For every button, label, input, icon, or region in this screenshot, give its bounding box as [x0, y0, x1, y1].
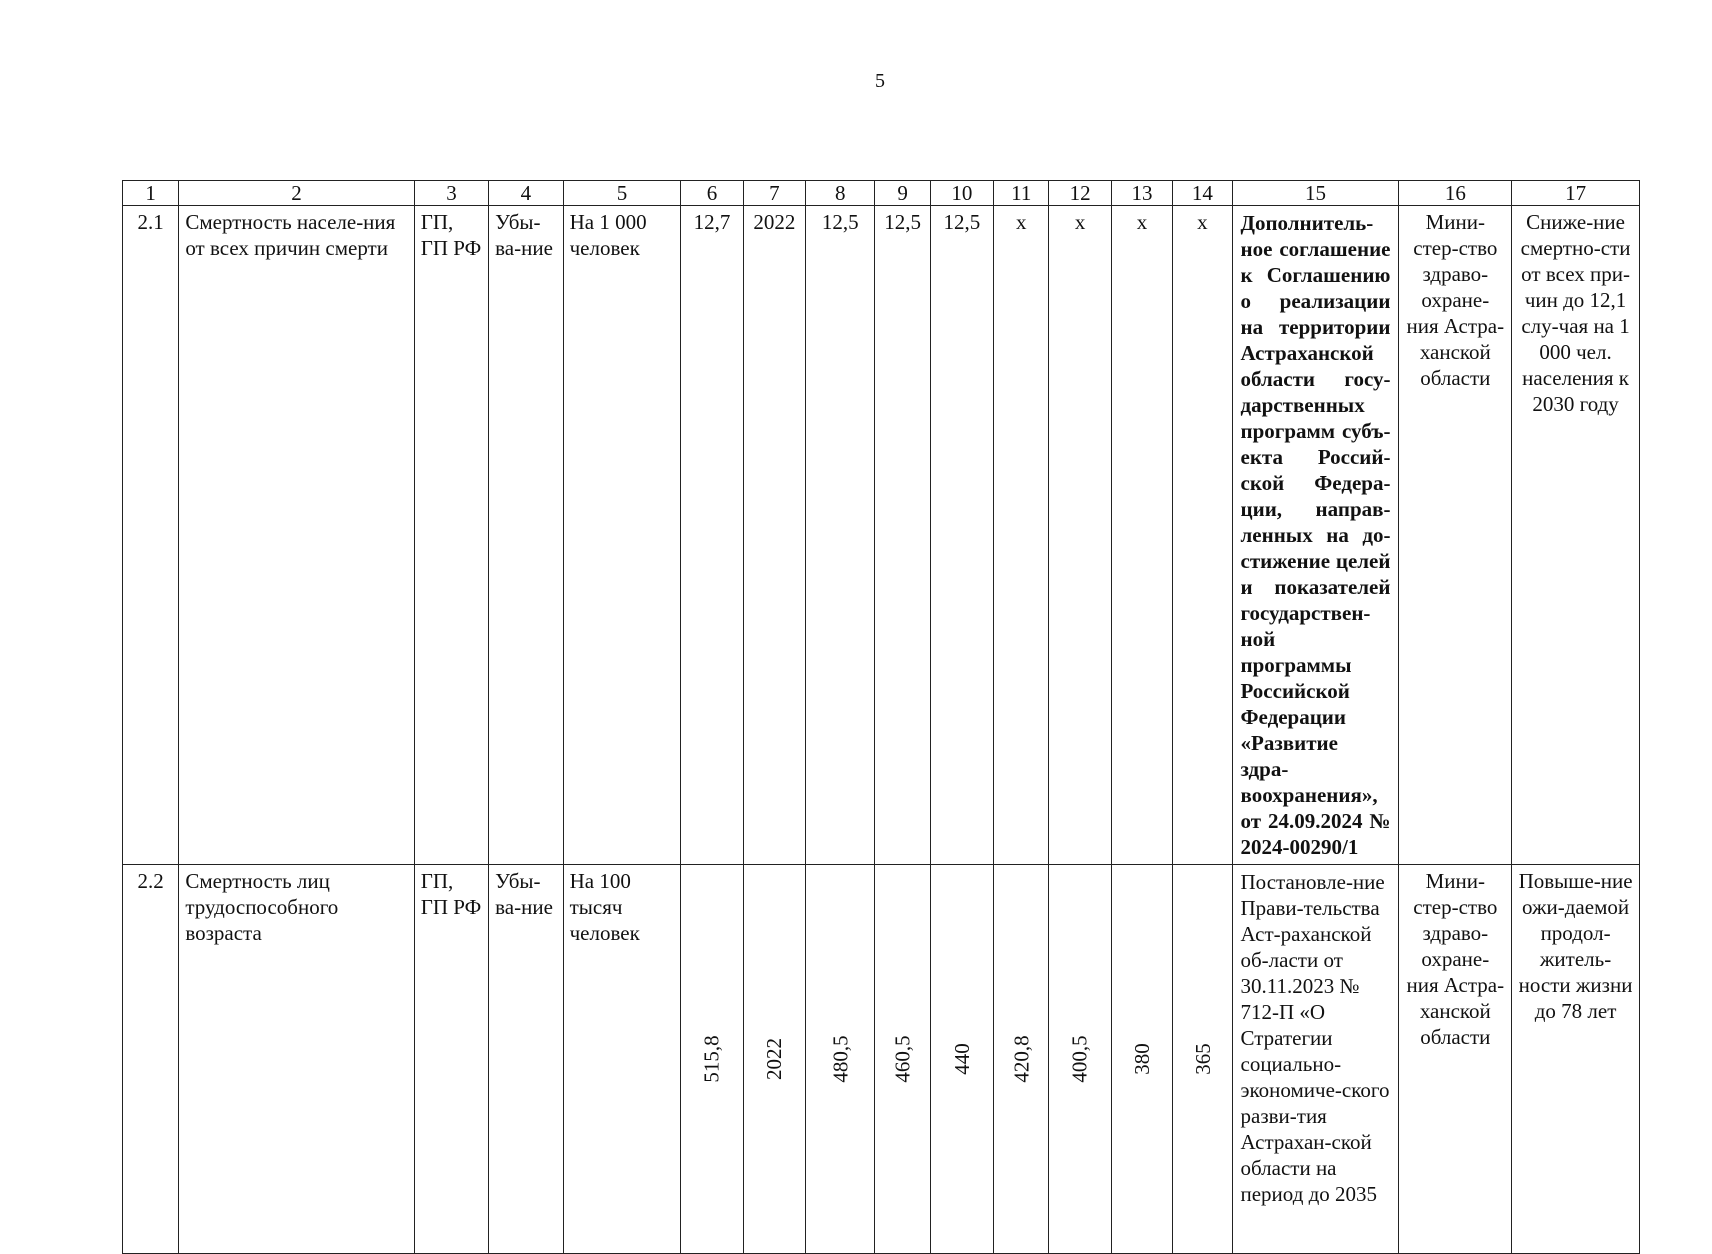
header-cell: 3: [414, 181, 488, 206]
value-col-14: х: [1173, 206, 1232, 865]
indicator-level: ГП, ГП РФ: [414, 206, 488, 865]
header-cell: 14: [1173, 181, 1232, 206]
value-col-8: 12,5: [806, 206, 875, 865]
header-cell: 1: [123, 181, 179, 206]
header-cell: 6: [681, 181, 743, 206]
header-cell: 13: [1111, 181, 1172, 206]
base-value: 515,8: [699, 1035, 724, 1083]
indicator-direction: Убы-ва-ние: [489, 206, 563, 865]
indicator-name: Смертность населе-ния от всех причин смерти: [179, 206, 414, 865]
value-col-11: 420,8: [1009, 1035, 1034, 1083]
value-col-9: 460,5: [890, 1035, 915, 1083]
value-col-11-cell: [994, 865, 1049, 1254]
value-col-9: 12,5: [875, 206, 930, 865]
document-basis: Дополнитель-ное соглашение к Соглашению о реализации на территории Астраханской области госу-дарственных программ субъ-екта Россий-ской Федера-ции, направ-ленных на до-стижение целей и показателей государствен-ной программы Российской Федерации «Развитие здра-воохранения», от 24.09.2024 № 2024-00290/1: [1232, 206, 1399, 865]
header-cell: 16: [1399, 181, 1512, 206]
base-value-cell: [681, 865, 743, 1254]
value-col-12: 400,5: [1068, 1035, 1093, 1083]
header-cell: 2: [179, 181, 414, 206]
header-cell: 7: [743, 181, 805, 206]
value-col-13-cell: [1111, 865, 1172, 1254]
linked-goal: Повыше-ние ожи-даемой продол-житель-ности жизни до 78 лет: [1512, 865, 1640, 1254]
responsible-body: Мини-стер-ство здраво-охране-ния Астра-ханской области: [1399, 865, 1512, 1254]
value-col-14: 365: [1190, 1043, 1215, 1075]
row-number: 2.1: [123, 206, 179, 865]
value-col-14-cell: [1173, 865, 1232, 1254]
value-col-12: х: [1049, 206, 1111, 865]
value-col-11: х: [994, 206, 1049, 865]
header-cell: 9: [875, 181, 930, 206]
value-col-13: 380: [1129, 1043, 1154, 1075]
value-col-8: 480,5: [828, 1035, 853, 1083]
header-cell: 8: [806, 181, 875, 206]
indicator-level: ГП, ГП РФ: [414, 865, 488, 1254]
header-cell: 5: [563, 181, 681, 206]
unit-of-measure: На 1 000 человек: [563, 206, 681, 865]
base-value: 12,7: [681, 206, 743, 865]
indicator-name: Смертность лиц трудоспособного возраста: [179, 865, 414, 1254]
row-number: 2.2: [123, 865, 179, 1254]
unit-of-measure: На 100 тысяч человек: [563, 865, 681, 1254]
value-col-13: х: [1111, 206, 1172, 865]
header-cell: 10: [930, 181, 993, 206]
header-cell: 15: [1232, 181, 1399, 206]
value-col-10-cell: [930, 865, 993, 1254]
document-basis: Постановле-ние Прави-тельства Аст-раханской об-ласти от 30.11.2023 № 712-П «О Стратегии социально-экономиче-ского разви-тия Астрахан-ской области на период до 2035: [1232, 865, 1399, 1254]
base-year: 2022: [743, 206, 805, 865]
indicator-direction: Убы-ва-ние: [489, 865, 563, 1254]
base-year-cell: [743, 865, 805, 1254]
header-cell: 11: [994, 181, 1049, 206]
value-col-10: 12,5: [930, 206, 993, 865]
responsible-body: Мини-стер-ство здраво-охране-ния Астра-ханской области: [1399, 206, 1512, 865]
table-row: [123, 206, 1640, 865]
header-cell: 17: [1512, 181, 1640, 206]
base-year: 2022: [762, 1038, 787, 1080]
linked-goal: Сниже-ние смертно-сти от всех при-чин до 12,1 слу-чая на 1 000 чел. населения к 2030 году: [1512, 206, 1640, 865]
header-row: [123, 181, 1640, 206]
value-col-10: 440: [949, 1043, 974, 1075]
page-number: 5: [875, 70, 885, 92]
table-row: [123, 865, 1640, 1254]
value-col-8-cell: [806, 865, 875, 1254]
header-cell: 12: [1049, 181, 1111, 206]
value-col-9-cell: [875, 865, 930, 1254]
value-col-12-cell: [1049, 865, 1111, 1254]
header-cell: 4: [489, 181, 563, 206]
indicators-table: [122, 180, 1640, 1254]
